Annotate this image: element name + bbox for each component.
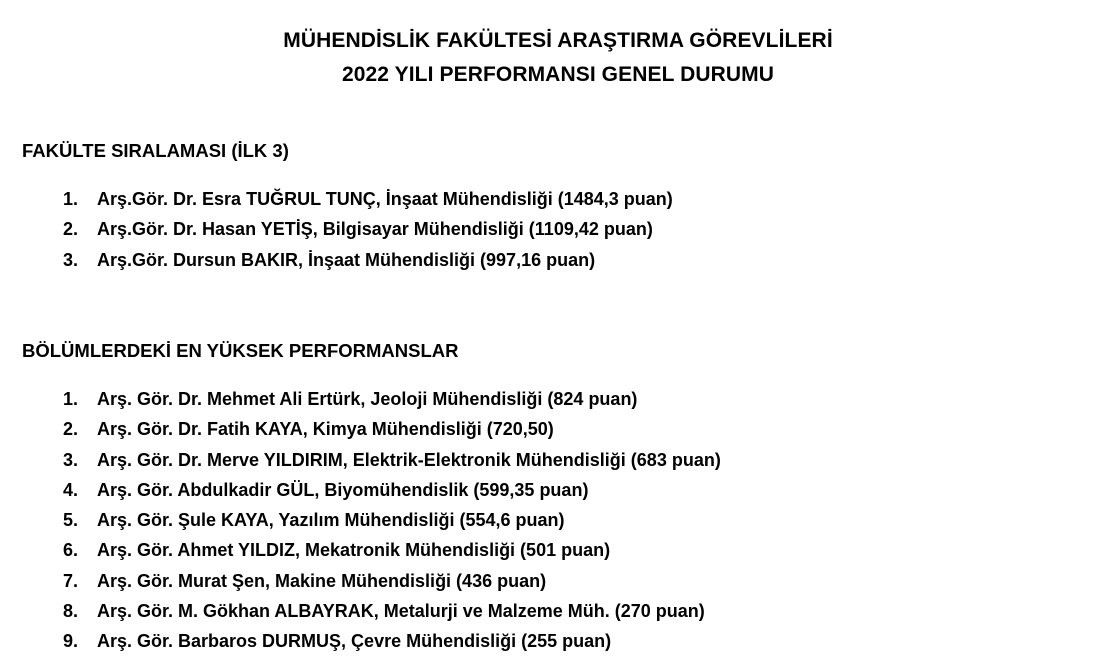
title-line-1: MÜHENDİSLİK FAKÜLTESİ ARAŞTIRMA GÖREVLİLERİ [283,29,833,52]
list-item-number: 6. [62,540,78,561]
list-item-text: Arş. Gör. Dr. Merve YILDIRIM, Elektrik-Elektronik Mühendisliği (683 puan) [97,449,721,470]
list-item-number: 8. [62,601,78,622]
list-item-text: Arş.Gör. Dr. Hasan YETİŞ, Bilgisayar Mühendisliği (1109,42 puan) [97,219,653,240]
list-item-number: 2. [62,419,78,440]
list-item-text: Arş. Gör. M. Gökhan ALBAYRAK, Metalurji ve Malzeme Müh. (270 puan) [97,601,705,622]
list-item-text: Arş. Gör. Şule KAYA, Yazılım Mühendisliği (554,6 puan) [97,510,565,531]
list-item-number: 1. [62,189,78,209]
list-item-number: 9. [62,631,78,652]
faculty-ranking-heading: FAKÜLTE SIRALAMASI (İLK 3) [22,140,289,161]
list-item-number: 3. [62,249,78,270]
title-line-2: 2022 YILI PERFORMANSI GENEL DURUMU [341,63,775,86]
department-top-heading: BÖLÜMLERDEKİ EN YÜKSEK PERFORMANSLAR [22,340,459,361]
list-item-text: Arş. Gör. Dr. Mehmet Ali Ertürk, Jeoloji Mühendisliği (824 puan) [97,389,638,409]
list-item-number: 2. [62,219,78,240]
list-item-text: Arş.Gör. Dr. Esra TUĞRUL TUNÇ, İnşaat Mühendisliği (1484,3 puan) [97,189,673,209]
list-item-text: Arş. Gör. Ahmet YILDIZ, Mekatronik Mühendisliği (501 puan) [97,540,611,561]
list-item-number: 7. [62,570,78,591]
list-item-text: Arş. Gör. Abdulkadir GÜL, Biyomühendislik (599,35 puan) [97,479,589,500]
document-title [0,24,1116,92]
list-item-number: 1. [62,389,78,409]
list-item-number: 5. [62,510,78,531]
list-item-text: Arş.Gör. Dursun BAKIR, İnşaat Mühendisliği (997,16 puan) [97,249,596,270]
list-item-number: 3. [62,449,78,470]
list-item-text: Arş. Gör. Murat Şen, Makine Mühendisliği (436 puan) [97,570,547,591]
list-item-number: 4. [62,479,78,500]
list-item-text: Arş. Gör. Dr. Fatih KAYA, Kimya Mühendisliği (720,50) [97,419,554,440]
list-item-text: Arş. Gör. Barbaros DURMUŞ, Çevre Mühendisliği (255 puan) [97,631,612,652]
